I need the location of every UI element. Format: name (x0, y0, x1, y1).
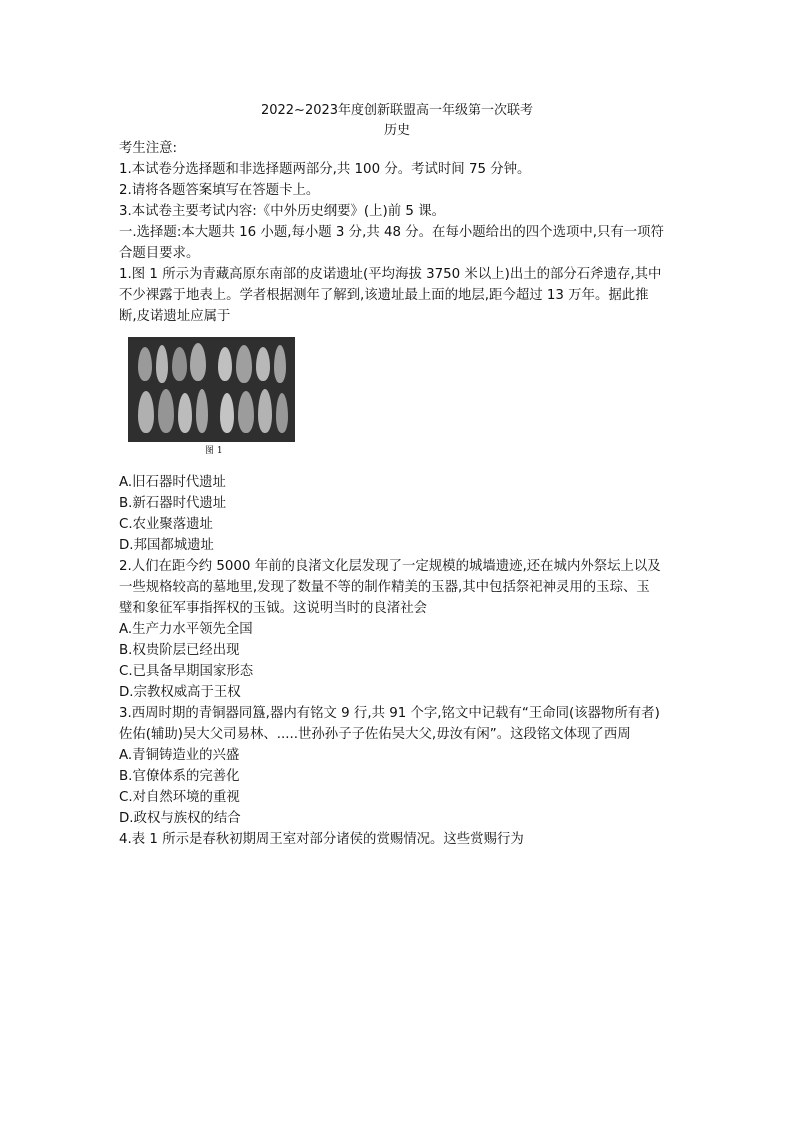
question-1-option-d: D.邦国都城遗址 (119, 538, 214, 553)
question-4-stem: 4.表 1 所示是春秋初期周王室对部分诸侯的赏赐情况。这些赏赐行为 (119, 832, 524, 847)
notice-heading: 考生注意: (119, 141, 178, 156)
question-2-option-a: A.生产力水平领先全国 (119, 622, 253, 637)
question-2-stem: 2.人们在距今约 5000 年前的良渚文化层发现了一定规模的城墙遗迹,还在城内外祭坛上以及 (119, 559, 661, 574)
question-1-stem: 1.图 1 所示为青藏高原东南部的皮诺遗址(平均海拔 3750 米以上)出土的部分石斧遗存,其中 (119, 267, 662, 282)
question-3-option-a: A.青铜铸造业的兴盛 (119, 748, 240, 763)
question-3-option-d: D.政权与族权的结合 (119, 811, 241, 826)
question-3-option-b: B.官僚体系的完善化 (119, 769, 240, 784)
question-3-stem: 佐佑(辅助)吴大父司易林、.....世孙孙子子佐佑吴大父,毋汝有闲”。这段铭文体现了西周 (119, 727, 631, 742)
question-2-option-c: C.已具备早期国家形态 (119, 664, 254, 679)
notice-item: 2.请将各题答案填写在答题卡上。 (119, 183, 320, 198)
question-2-option-d: D.宗教权威高于王权 (119, 685, 241, 700)
notice-item: 1.本试卷分选择题和非选择题两部分,共 100 分。考试时间 75 分钟。 (119, 162, 531, 177)
question-2-stem: 一些规格较高的墓地里,发现了数量不等的制作精美的玉器,其中包括祭祀神灵用的玉琮、玉 (119, 580, 650, 595)
subject-title: 历史 (383, 123, 410, 138)
question-1-stem: 不少裸露于地表上。学者根据测年了解到,该遗址最上面的地层,距今超过 13 万年。据此推 (119, 288, 649, 303)
stone-axe-photo (128, 337, 295, 442)
question-2-option-b: B.权贵阶层已经出现 (119, 643, 240, 658)
question-1-option-a: A.旧石器时代遗址 (119, 475, 226, 490)
section-instructions: 一.选择题:本大题共 16 小题,每小题 3 分,共 48 分。在每小题给出的四个选项中,只有一项符 (119, 225, 664, 240)
section-instructions-cont: 合题目要求。 (119, 246, 200, 261)
question-1-option-b: B.新石器时代遗址 (119, 496, 227, 511)
question-2-stem: 璧和象征军事指挥权的玉钺。这说明当时的良渚社会 (119, 601, 427, 616)
question-3-option-c: C.对自然环境的重视 (119, 790, 240, 805)
question-3-stem: 3.西周时期的青铜器同簋,器内有铭文 9 行,共 91 个字,铭文中记载有“王命同(该器物所有者) (119, 706, 660, 721)
question-1-stem: 断,皮诺遗址应属于 (119, 309, 231, 324)
exam-title: 2022~2023年度创新联盟高一年级第一次联考 (260, 103, 534, 118)
figure-caption: 图 1 (205, 446, 223, 456)
notice-item: 3.本试卷主要考试内容:《中外历史纲要》(上)前 5 课。 (119, 204, 445, 219)
question-1-option-c: C.农业聚落遗址 (119, 517, 213, 532)
